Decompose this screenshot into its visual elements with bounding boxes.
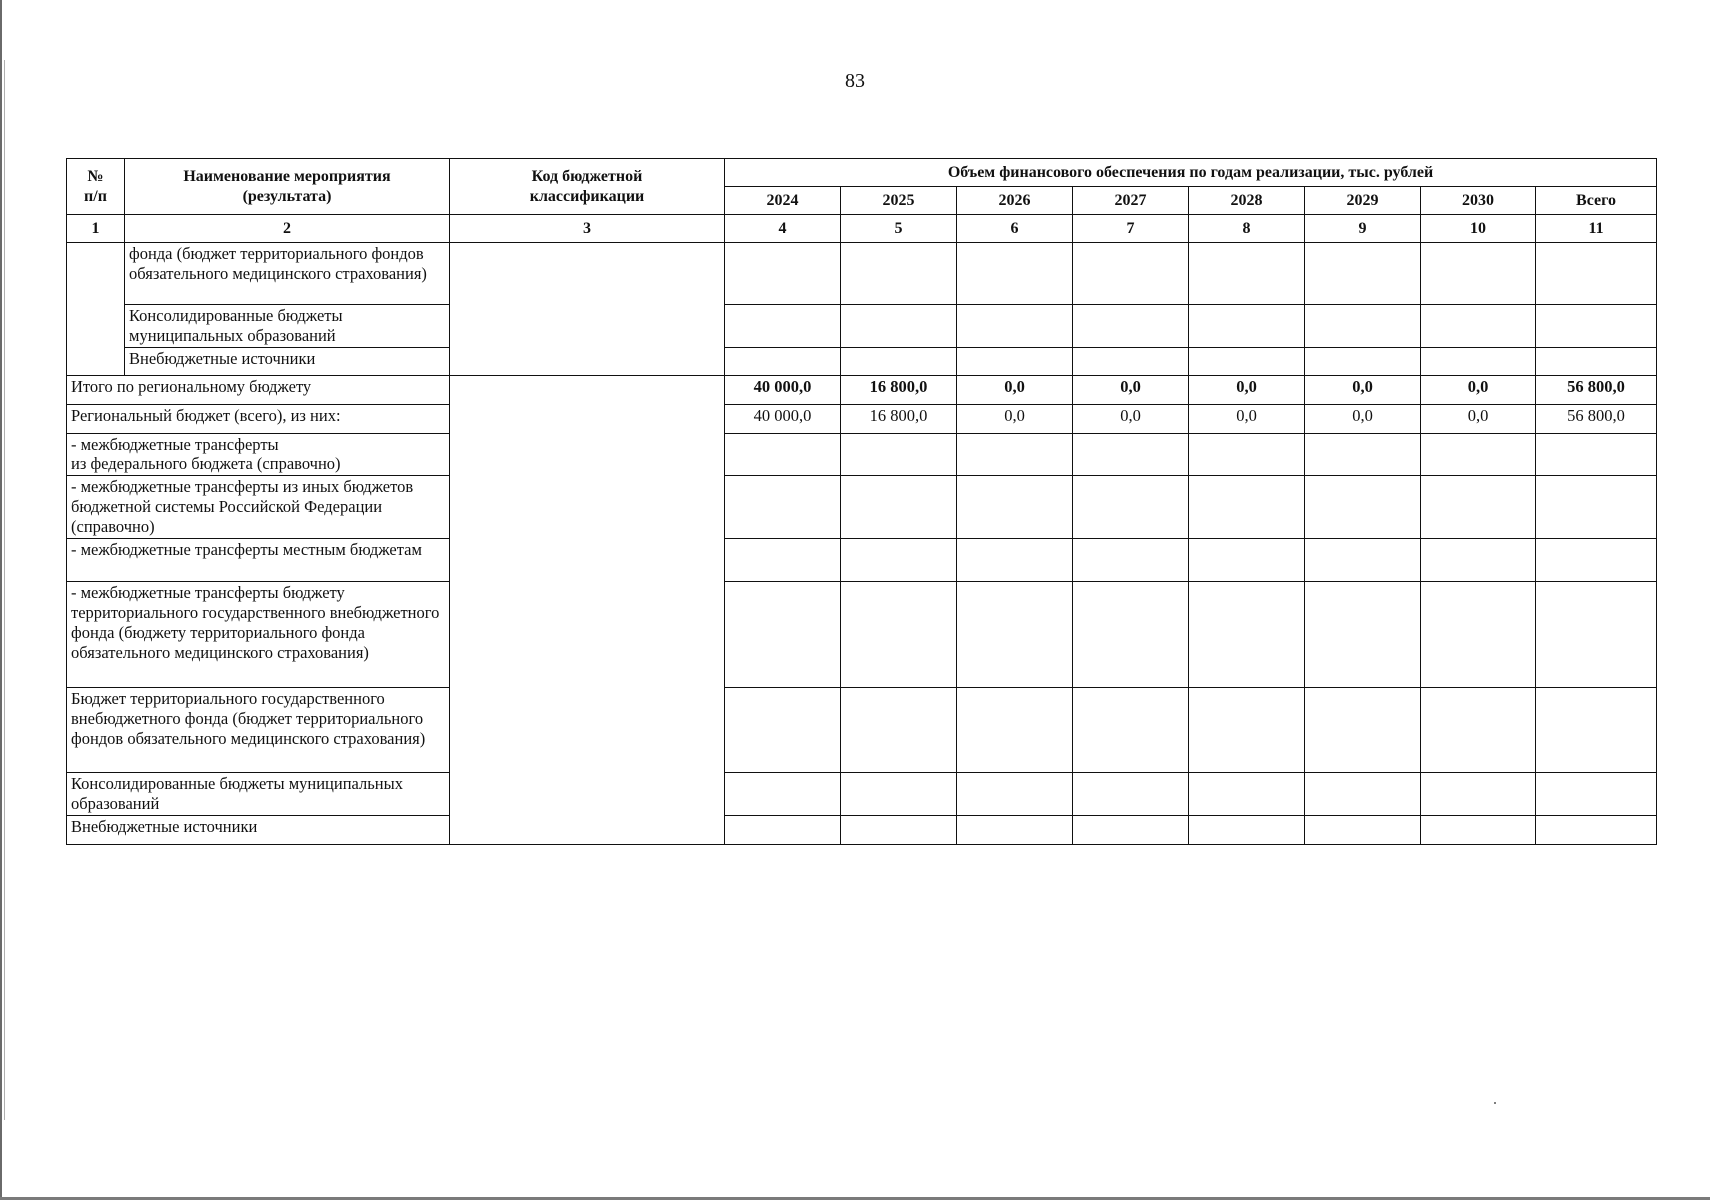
table-cell bbox=[1073, 243, 1189, 305]
table-cell bbox=[725, 773, 841, 816]
continued-code-cell bbox=[450, 243, 725, 376]
detail-row-label: - межбюджетные трансферты местным бюджетам bbox=[67, 539, 450, 582]
scan-left-edge bbox=[0, 0, 2, 1200]
regional-value: 0,0 bbox=[1073, 404, 1189, 433]
table-cell bbox=[841, 773, 957, 816]
table-cell bbox=[841, 539, 957, 582]
table-cell bbox=[957, 433, 1073, 476]
table-cell bbox=[841, 347, 957, 375]
table-cell bbox=[1073, 815, 1189, 844]
header-year: 2027 bbox=[1073, 187, 1189, 215]
regional-budget-label: Региональный бюджет (всего), из них: bbox=[67, 404, 450, 433]
table-cell bbox=[841, 582, 957, 688]
regional-value: 0,0 bbox=[1189, 404, 1305, 433]
table-cell bbox=[725, 433, 841, 476]
total-value: 0,0 bbox=[957, 375, 1073, 404]
table-cell bbox=[841, 305, 957, 348]
table-cell bbox=[957, 582, 1073, 688]
detail-row-label: - межбюджетные трансферты из федерального бюджета (справочно) bbox=[67, 433, 450, 476]
table-cell bbox=[1189, 773, 1305, 816]
table-cell bbox=[1421, 347, 1536, 375]
table-cell bbox=[957, 305, 1073, 348]
header-year: 2026 bbox=[957, 187, 1073, 215]
table-cell bbox=[957, 476, 1073, 539]
table-cell bbox=[1536, 347, 1657, 375]
table-cell bbox=[725, 815, 841, 844]
table-cell bbox=[1189, 688, 1305, 773]
continued-row-label: фонда (бюджет территориального фондов обязательного медицинского страхования) bbox=[125, 243, 450, 305]
total-value: 0,0 bbox=[1073, 375, 1189, 404]
table-cell bbox=[1421, 582, 1536, 688]
table-cell bbox=[1189, 476, 1305, 539]
table-cell bbox=[1305, 688, 1421, 773]
table-cell bbox=[1189, 815, 1305, 844]
detail-row-label: Консолидированные бюджеты муниципальных образований bbox=[67, 773, 450, 816]
table-cell bbox=[1073, 433, 1189, 476]
header-year: 2025 bbox=[841, 187, 957, 215]
table-cell bbox=[1536, 305, 1657, 348]
table-cell bbox=[1421, 773, 1536, 816]
regional-value: 0,0 bbox=[1305, 404, 1421, 433]
table-cell bbox=[1073, 347, 1189, 375]
scan-left-edge-inner bbox=[4, 60, 5, 1120]
table-cell bbox=[1073, 539, 1189, 582]
table-cell bbox=[1189, 433, 1305, 476]
column-number: 1 bbox=[67, 215, 125, 243]
header-total: Всего bbox=[1536, 187, 1657, 215]
total-value: 56 800,0 bbox=[1536, 375, 1657, 404]
table-cell bbox=[725, 582, 841, 688]
table-cell bbox=[841, 815, 957, 844]
column-number: 3 bbox=[450, 215, 725, 243]
table-cell bbox=[725, 539, 841, 582]
table-cell bbox=[1421, 305, 1536, 348]
table-cell bbox=[1305, 539, 1421, 582]
table-cell bbox=[1305, 582, 1421, 688]
column-number: 4 bbox=[725, 215, 841, 243]
table-cell bbox=[1305, 773, 1421, 816]
table-cell bbox=[1305, 476, 1421, 539]
code-cell bbox=[450, 375, 725, 844]
table-cell bbox=[957, 815, 1073, 844]
table-cell bbox=[1421, 476, 1536, 539]
page-number: 83 bbox=[845, 70, 865, 92]
continued-num-cell bbox=[67, 243, 125, 376]
scan-speck bbox=[1494, 1102, 1496, 1104]
table-cell bbox=[725, 305, 841, 348]
table-cell bbox=[1073, 582, 1189, 688]
table-cell bbox=[1189, 347, 1305, 375]
column-number: 8 bbox=[1189, 215, 1305, 243]
table-cell bbox=[957, 773, 1073, 816]
total-row-label: Итого по региональному бюджету bbox=[67, 375, 450, 404]
table-cell bbox=[1536, 476, 1657, 539]
detail-row-label: - межбюджетные трансферты бюджету территориального государственного внебюджетного фонда (бюджету территориального фонда обязательного медицинского страхования) bbox=[67, 582, 450, 688]
table-cell bbox=[1421, 243, 1536, 305]
detail-row-label: Внебюджетные источники bbox=[67, 815, 450, 844]
table-cell bbox=[1305, 347, 1421, 375]
table-cell bbox=[1536, 815, 1657, 844]
total-value: 16 800,0 bbox=[841, 375, 957, 404]
regional-value: 0,0 bbox=[957, 404, 1073, 433]
regional-value: 0,0 bbox=[1421, 404, 1536, 433]
table-cell bbox=[1189, 243, 1305, 305]
column-number: 6 bbox=[957, 215, 1073, 243]
total-value: 0,0 bbox=[1189, 375, 1305, 404]
table-cell bbox=[725, 476, 841, 539]
table-cell bbox=[1189, 539, 1305, 582]
column-number: 2 bbox=[125, 215, 450, 243]
total-value: 0,0 bbox=[1305, 375, 1421, 404]
table-cell bbox=[1536, 582, 1657, 688]
table-cell bbox=[841, 688, 957, 773]
table-cell bbox=[725, 688, 841, 773]
table-cell bbox=[1536, 243, 1657, 305]
total-value: 0,0 bbox=[1421, 375, 1536, 404]
detail-row-label: Бюджет территориального государственного внебюджетного фонда (бюджет территориального фондов обязательного медицинского страхования) bbox=[67, 688, 450, 773]
header-name: Наименование мероприятия (результата) bbox=[125, 159, 450, 215]
table-cell bbox=[725, 347, 841, 375]
table-cell bbox=[1073, 476, 1189, 539]
table-cell bbox=[1305, 433, 1421, 476]
table-cell bbox=[1536, 773, 1657, 816]
table-cell bbox=[1073, 688, 1189, 773]
header-year: 2024 bbox=[725, 187, 841, 215]
table-cell bbox=[1189, 582, 1305, 688]
regional-value: 56 800,0 bbox=[1536, 404, 1657, 433]
table-cell bbox=[957, 539, 1073, 582]
table-cell bbox=[1305, 815, 1421, 844]
table-cell bbox=[1305, 305, 1421, 348]
table-cell bbox=[1305, 243, 1421, 305]
header-year: 2030 bbox=[1421, 187, 1536, 215]
table-cell bbox=[1536, 433, 1657, 476]
table-cell bbox=[841, 433, 957, 476]
table-cell bbox=[1536, 539, 1657, 582]
header-year: 2028 bbox=[1189, 187, 1305, 215]
header-num: № п/п bbox=[67, 159, 125, 215]
table-cell bbox=[1421, 539, 1536, 582]
table-cell bbox=[957, 688, 1073, 773]
table-cell bbox=[841, 243, 957, 305]
table-cell bbox=[841, 476, 957, 539]
total-value: 40 000,0 bbox=[725, 375, 841, 404]
table-cell bbox=[1073, 773, 1189, 816]
continued-row-label: Консолидированные бюджеты муниципальных образований bbox=[125, 305, 450, 348]
header-year: 2029 bbox=[1305, 187, 1421, 215]
column-number: 11 bbox=[1536, 215, 1657, 243]
regional-value: 16 800,0 bbox=[841, 404, 957, 433]
continued-row-label: Внебюджетные источники bbox=[125, 347, 450, 375]
table-cell bbox=[957, 243, 1073, 305]
budget-table bbox=[66, 158, 1657, 845]
table-cell bbox=[1536, 688, 1657, 773]
table-cell bbox=[1189, 305, 1305, 348]
table-cell bbox=[1421, 815, 1536, 844]
table-cell bbox=[1421, 433, 1536, 476]
regional-value: 40 000,0 bbox=[725, 404, 841, 433]
header-code: Код бюджетной классификации bbox=[450, 159, 725, 215]
table-cell bbox=[1073, 305, 1189, 348]
column-number: 10 bbox=[1421, 215, 1536, 243]
table-cell bbox=[1421, 688, 1536, 773]
table-cell bbox=[725, 243, 841, 305]
header-volume: Объем финансового обеспечения по годам реализации, тыс. рублей bbox=[725, 159, 1657, 187]
column-number: 5 bbox=[841, 215, 957, 243]
column-number: 9 bbox=[1305, 215, 1421, 243]
detail-row-label: - межбюджетные трансферты из иных бюджетов бюджетной системы Российской Федерации (справочно) bbox=[67, 476, 450, 539]
table-cell bbox=[957, 347, 1073, 375]
column-number: 7 bbox=[1073, 215, 1189, 243]
